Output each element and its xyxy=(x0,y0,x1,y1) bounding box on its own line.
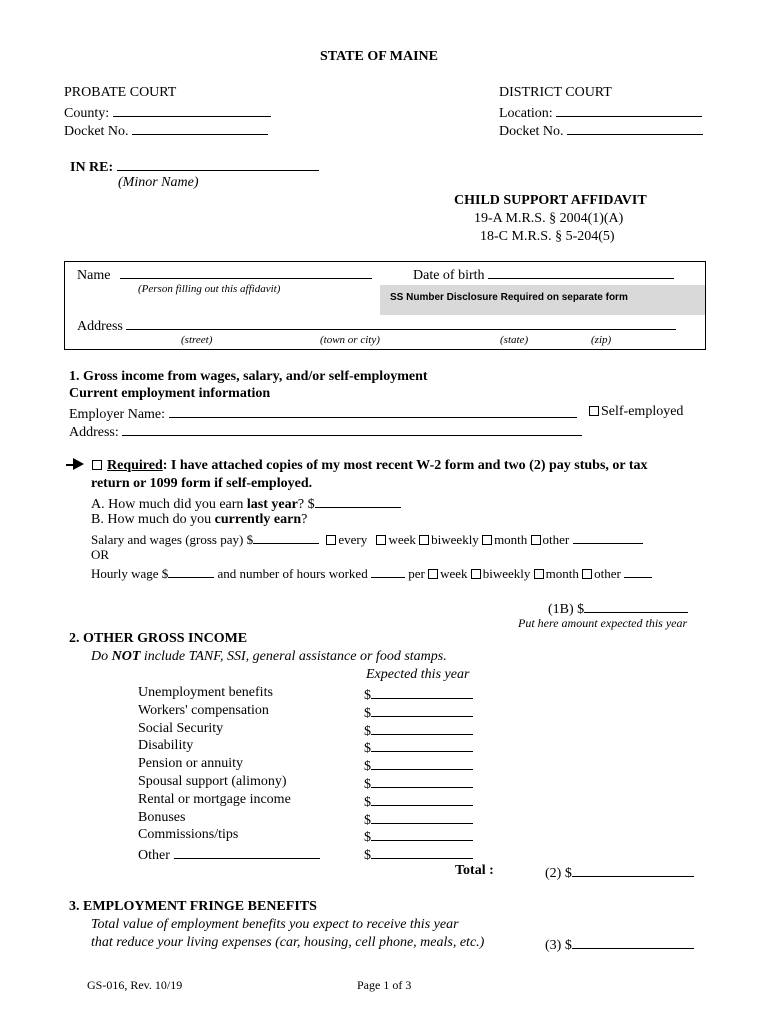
address-row xyxy=(77,316,676,335)
name-caption: (Person filling out this affidavit) xyxy=(138,283,281,295)
income-amount-field[interactable] xyxy=(371,756,473,770)
hours-label: and number of hours worked xyxy=(217,566,368,581)
county-label: County: xyxy=(64,106,110,121)
required-text-1: : I have attached copies of my most recent W-2 form and two (2) pay stubs, or tax xyxy=(162,458,648,473)
state-heading: STATE OF MAINE xyxy=(320,49,438,64)
town-caption: (town or city) xyxy=(320,334,380,346)
required-row xyxy=(66,458,648,474)
employer-field[interactable] xyxy=(169,404,577,418)
income-item-label xyxy=(138,774,287,790)
question-a-emphasis: last year xyxy=(246,497,298,512)
self-employed-option[interactable] xyxy=(589,404,683,420)
salary-week-label: week xyxy=(388,532,416,547)
dollar-sign: $ xyxy=(364,813,371,828)
income-amount-row xyxy=(364,845,473,864)
salary-field[interactable] xyxy=(253,530,319,544)
income-item-label xyxy=(138,756,243,772)
income-item-label xyxy=(138,827,238,843)
every-label: every xyxy=(338,532,368,547)
address-field[interactable] xyxy=(126,316,676,330)
salary-label: Salary and wages (gross pay) $ xyxy=(91,532,254,547)
section3-heading: 3. EMPLOYMENT FRINGE BENEFITS xyxy=(69,899,317,914)
district-court-label: DISTRICT COURT xyxy=(499,85,612,100)
ss-notice-banner xyxy=(380,285,705,315)
expected-year-header: Expected this year xyxy=(366,667,470,682)
per-label: per xyxy=(408,566,425,581)
employer-address-row xyxy=(69,422,582,441)
form-id: GS-016, Rev. 10/19 xyxy=(87,978,183,992)
income-item-label xyxy=(138,792,291,808)
county-row xyxy=(64,103,271,122)
dob-row xyxy=(413,265,674,284)
income-item-text: Other xyxy=(138,848,170,863)
income-item-text: Bonuses xyxy=(138,810,186,825)
income-amount-field[interactable] xyxy=(371,774,473,788)
docket-left-field[interactable] xyxy=(132,121,268,135)
hourly-week-checkbox[interactable] xyxy=(428,569,438,579)
line-2-field[interactable] xyxy=(572,863,694,877)
self-employed-checkbox[interactable] xyxy=(589,406,599,416)
county-field[interactable] xyxy=(113,103,271,117)
dollar-sign: $ xyxy=(364,777,371,792)
hourly-other-field[interactable] xyxy=(624,564,652,578)
hours-field[interactable] xyxy=(371,564,405,578)
income-amount-field[interactable] xyxy=(371,827,473,841)
salary-week-checkbox[interactable] xyxy=(376,535,386,545)
line-1b-field[interactable] xyxy=(584,599,688,613)
statute-citation-2: 18-C M.R.S. § 5-204(5) xyxy=(480,229,615,244)
docket-right-field[interactable] xyxy=(567,121,703,135)
affidavit-title: CHILD SUPPORT AFFIDAVIT xyxy=(454,193,647,208)
salary-other-field[interactable] xyxy=(573,530,643,544)
salary-other-checkbox[interactable] xyxy=(531,535,541,545)
in-re-row xyxy=(70,157,319,176)
hourly-other-label: other xyxy=(594,566,621,581)
hourly-month-checkbox[interactable] xyxy=(534,569,544,579)
dob-field[interactable] xyxy=(488,265,674,279)
income-item-label xyxy=(138,738,193,754)
page-number: Page 1 of 3 xyxy=(357,978,412,992)
dollar-sign: $ xyxy=(364,724,371,739)
income-amount-row xyxy=(364,756,473,775)
or-label: OR xyxy=(91,547,110,562)
line-2-row xyxy=(545,863,694,882)
question-b-emphasis: currently earn xyxy=(214,512,302,527)
section1-heading: 1. Gross income from wages, salary, and/or self-employment xyxy=(69,369,428,384)
probate-court-label: PROBATE COURT xyxy=(64,85,177,100)
hourly-biweekly-label: biweekly xyxy=(482,566,531,581)
income-item-text: Social Security xyxy=(138,721,224,736)
location-row xyxy=(499,103,702,122)
hourly-month-label: month xyxy=(545,566,579,581)
income-item-label xyxy=(138,685,273,701)
income-item-label xyxy=(138,721,223,737)
income-item-label xyxy=(138,845,320,864)
line-3-label: (3) $ xyxy=(545,938,572,953)
dollar-sign: $ xyxy=(364,741,371,756)
income-amount-field[interactable] xyxy=(371,703,473,717)
income-item-label xyxy=(138,703,269,719)
hourly-label: Hourly wage $ xyxy=(91,566,169,581)
section2-exclusion xyxy=(91,649,447,665)
section2-heading: 2. OTHER GROSS INCOME xyxy=(69,631,248,646)
hourly-biweekly-checkbox[interactable] xyxy=(471,569,481,579)
line-3-row xyxy=(545,935,694,954)
income-amount-field[interactable] xyxy=(371,738,473,752)
docket-left-label: Docket No. xyxy=(64,124,129,139)
income-amount-field[interactable] xyxy=(371,721,473,735)
zip-caption: (zip) xyxy=(591,334,612,346)
expected-note: Put here amount expected this year xyxy=(518,616,688,630)
dob-label: Date of birth xyxy=(413,268,485,283)
section3-description-2: that reduce your living expenses (car, housing, cell phone, meals, etc.) xyxy=(91,935,485,950)
location-label: Location: xyxy=(499,106,553,121)
arrow-icon xyxy=(66,458,85,473)
total-label: Total : xyxy=(455,863,494,878)
ss-notice-text: SS Number Disclosure Required on separate form xyxy=(390,292,628,303)
salary-other-label: other xyxy=(542,532,570,547)
salary-month-checkbox[interactable] xyxy=(482,535,492,545)
question-b-row xyxy=(91,512,307,528)
question-a-prefix: A. How much did you earn xyxy=(91,497,247,512)
do-label: Do xyxy=(91,649,112,664)
hourly-wage-field[interactable] xyxy=(168,564,214,578)
income-item-text: Disability xyxy=(138,738,194,753)
dollar-sign: $ xyxy=(364,706,371,721)
employer-row xyxy=(69,404,577,423)
income-amount-row xyxy=(364,774,473,793)
not-label: NOT xyxy=(111,649,141,664)
question-b-suffix: ? xyxy=(301,512,308,527)
salary-month-label: month xyxy=(494,532,528,547)
question-a-row xyxy=(91,494,401,513)
docket-left-row xyxy=(64,121,268,140)
income-amount-row xyxy=(364,827,473,846)
exclusion-text: include TANF, SSI, general assistance or food stamps. xyxy=(140,649,447,664)
income-amount-row xyxy=(364,703,473,722)
question-a-suffix: ? $ xyxy=(297,497,315,512)
dollar-sign: $ xyxy=(364,848,371,863)
question-b-prefix: B. How much do you xyxy=(91,512,215,527)
in-re-label: IN RE: xyxy=(70,160,114,175)
minor-name-caption: (Minor Name) xyxy=(118,175,199,190)
last-year-earnings-field[interactable] xyxy=(315,494,401,508)
location-field[interactable] xyxy=(556,103,702,117)
income-item-text: Rental or mortgage income xyxy=(138,792,291,807)
income-amount-field[interactable] xyxy=(371,685,473,699)
hourly-other-checkbox[interactable] xyxy=(582,569,592,579)
name-field[interactable] xyxy=(120,265,372,279)
income-amount-row xyxy=(364,685,473,704)
other-income-description-field[interactable] xyxy=(174,845,320,859)
line-1b-label: (1B) $ xyxy=(548,602,585,617)
section3-description-1: Total value of employment benefits you expect to receive this year xyxy=(91,917,459,932)
income-amount-field[interactable] xyxy=(371,810,473,824)
state-caption: (state) xyxy=(500,334,529,346)
hourly-row xyxy=(91,564,652,582)
section1-subheading: Current employment information xyxy=(69,386,271,401)
every-checkbox[interactable] xyxy=(326,535,336,545)
dollar-sign: $ xyxy=(364,688,371,703)
employer-address-label: Address: xyxy=(69,425,119,440)
hourly-week-label: week xyxy=(440,566,468,581)
salary-row xyxy=(91,530,643,548)
minor-name-field[interactable] xyxy=(117,157,319,171)
income-amount-field[interactable] xyxy=(371,845,473,859)
income-item-text: Spousal support (alimony) xyxy=(138,774,287,789)
line-3-field[interactable] xyxy=(572,935,694,949)
dollar-sign: $ xyxy=(364,759,371,774)
salary-biweekly-label: biweekly xyxy=(431,532,479,547)
income-item-text: Commissions/tips xyxy=(138,827,239,842)
street-caption: (street) xyxy=(181,334,213,346)
dollar-sign: $ xyxy=(364,795,371,810)
income-item-text: Unemployment benefits xyxy=(138,685,273,700)
income-item-text: Workers' compensation xyxy=(138,703,269,718)
name-row xyxy=(77,265,372,284)
employer-address-field[interactable] xyxy=(122,422,582,436)
line-2-label: (2) $ xyxy=(545,866,572,881)
income-item-label xyxy=(138,810,185,826)
name-label: Name xyxy=(77,268,111,283)
required-checkbox[interactable] xyxy=(92,460,102,470)
income-item-text: Pension or annuity xyxy=(138,756,243,771)
address-label: Address xyxy=(77,319,123,334)
docket-right-row xyxy=(499,121,703,140)
income-amount-field[interactable] xyxy=(371,792,473,806)
required-text-2: return or 1099 form if self-employed. xyxy=(91,476,313,491)
self-employed-label: Self-employed xyxy=(601,404,684,419)
docket-right-label: Docket No. xyxy=(499,124,564,139)
salary-biweekly-checkbox[interactable] xyxy=(419,535,429,545)
employer-label: Employer Name: xyxy=(69,407,166,422)
dollar-sign: $ xyxy=(364,830,371,845)
income-amount-row xyxy=(364,738,473,757)
required-label: Required xyxy=(107,458,163,473)
income-amount-row xyxy=(364,792,473,811)
statute-citation-1: 19-A M.R.S. § 2004(1)(A) xyxy=(474,211,624,226)
